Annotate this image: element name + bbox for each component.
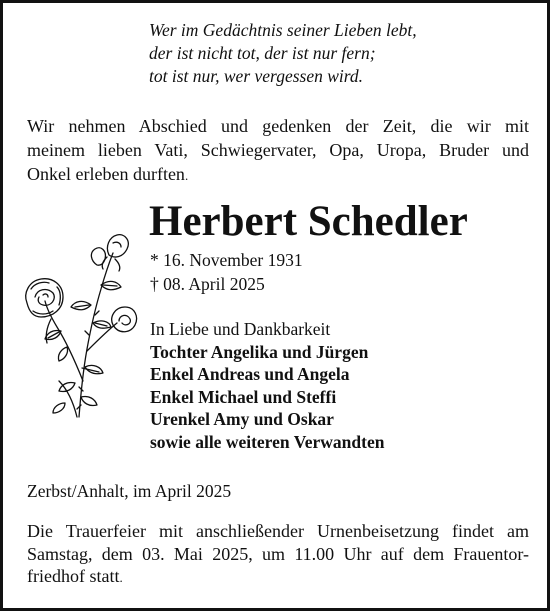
place-and-date: Zerbst/Anhalt, im April 2025 (27, 481, 232, 501)
farewell-text (27, 114, 529, 188)
family-member: Enkel Andreas und Angela (150, 364, 350, 384)
farewell-line-1: Wir nehmen Abschied und gedenken der Zeit, die wir mit (27, 116, 529, 136)
death-date: † 08. April 2025 (150, 274, 265, 294)
ceremony-line-3-text: friedhof statt (27, 566, 120, 586)
ceremony-line-1: Die Trauerfeier mit anschließender Urnenbeisetzung findet am (27, 521, 529, 541)
farewell-line-3-text: Onkel erleben durften (27, 164, 185, 184)
poem-line-2: der ist nicht tot, der ist nur fern; (149, 43, 376, 63)
family-list (150, 318, 384, 453)
family-member: sowie alle weiteren Verwandten (150, 431, 385, 452)
ceremony-line-2: Samstag, dem 03. Mai 2025, um 11.00 Uhr auf dem Frauentor- (27, 543, 529, 564)
farewell-line-2: meinem lieben Vati, Schwiegervater, Opa, Uropa, Bruder und (27, 140, 529, 160)
family-intro: In Liebe und Dankbarkeit (150, 319, 331, 339)
life-dates (150, 248, 303, 296)
family-member: Urenkel Amy und Oskar (150, 409, 334, 429)
poem-line-3: tot ist nur, wer vergessen wird. (149, 66, 364, 86)
funeral-ceremony-info (27, 520, 529, 590)
family-member: Tochter Angelika und Jürgen (150, 341, 369, 362)
ceremony-end: . (119, 570, 123, 585)
farewell-line-3 (27, 162, 529, 188)
deceased-name: Herbert Schedler (149, 198, 468, 245)
farewell-end: . (184, 168, 189, 183)
family-member: Enkel Michael und Steffi (150, 386, 337, 407)
memorial-poem (149, 19, 539, 88)
ceremony-line-3 (27, 565, 529, 590)
rose-flower-icon (17, 231, 147, 421)
poem-line-1: Wer im Gedächtnis seiner Lieben lebt, (149, 20, 417, 40)
birth-date: * 16. November 1931 (150, 250, 303, 270)
